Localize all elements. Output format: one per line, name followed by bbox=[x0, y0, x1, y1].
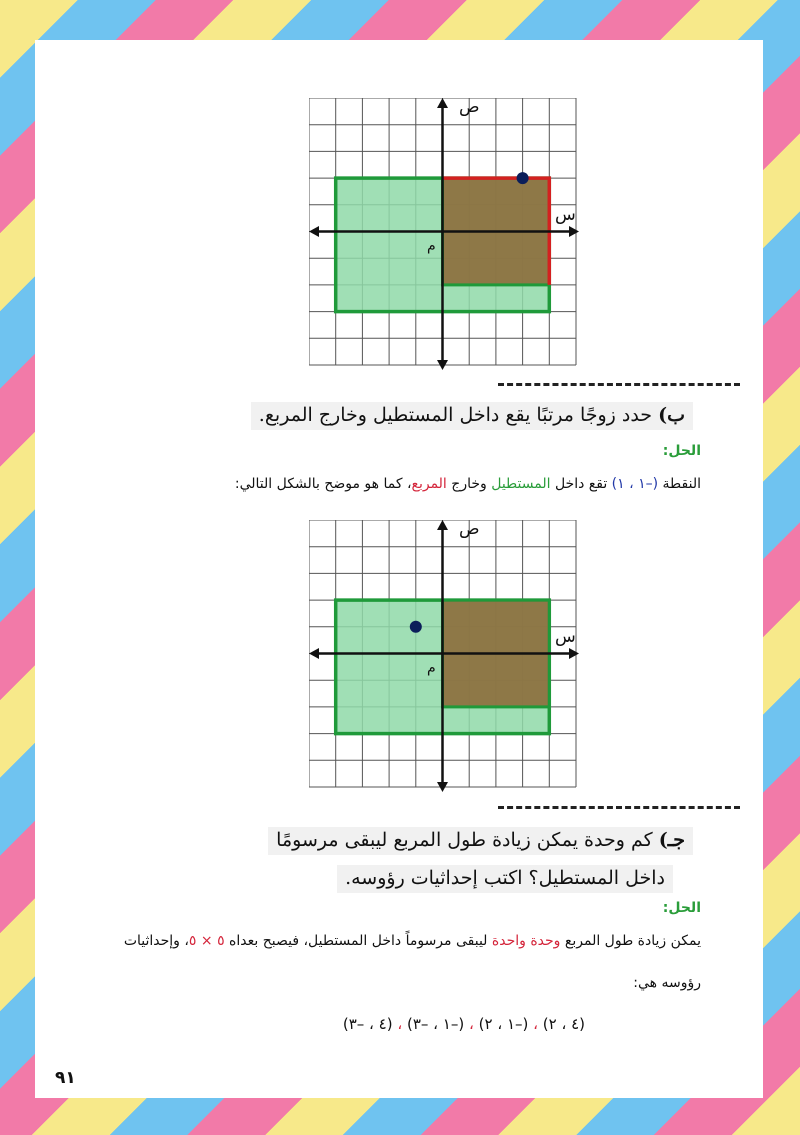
answer-c-dimensions: ٥ × ٥ bbox=[188, 933, 225, 949]
coordinate-graph-1 bbox=[309, 98, 579, 370]
divider-dashes bbox=[498, 383, 740, 386]
vertex-4: (٤ ، –٣) bbox=[342, 1015, 393, 1033]
answer-c-text-3: ، وإحداثيات bbox=[123, 933, 189, 949]
origin-label: م bbox=[427, 238, 436, 254]
y-axis-label: ص bbox=[459, 520, 480, 539]
question-c-text-2: داخل المستطيل؟ اكتب إحداثيات رؤوسه. bbox=[345, 867, 665, 889]
x-axis-label: س bbox=[555, 627, 576, 647]
solution-label-b: الحل: bbox=[662, 443, 701, 459]
point-marker bbox=[517, 172, 529, 184]
vertex-separator: ، bbox=[533, 1015, 538, 1033]
answer-b bbox=[235, 476, 701, 492]
answer-b-text-4: ، كما هو موضح بالشكل التالي: bbox=[234, 476, 412, 492]
vertex-1: (٤ ، ٢) bbox=[542, 1015, 585, 1033]
x-axis-label: س bbox=[555, 205, 576, 225]
answer-c-line-2: رؤوسه هي: bbox=[633, 975, 701, 991]
answer-b-square-word: المربع bbox=[411, 476, 447, 492]
vertices-list bbox=[343, 1015, 585, 1033]
answer-b-text-2: تقع داخل bbox=[550, 476, 612, 492]
question-b-letter: ب) bbox=[658, 404, 685, 426]
answer-c-unit-phrase: وحدة واحدة bbox=[491, 933, 561, 949]
answer-b-rectangle-word: المستطيل bbox=[491, 476, 551, 492]
coordinate-graph-2 bbox=[309, 520, 579, 792]
vertex-separator: ، bbox=[397, 1015, 403, 1033]
answer-b-text-3: وخارج bbox=[446, 476, 492, 492]
y-axis-label: ص bbox=[459, 98, 480, 117]
origin-label: م bbox=[427, 660, 436, 676]
answer-b-point: (–١ ، ١) bbox=[611, 476, 659, 492]
answer-c-text-2: ليبقى مرسوماً داخل المستطيل، فيصبح بعداه bbox=[224, 933, 492, 949]
vertex-2: (–١ ، ٢) bbox=[478, 1015, 529, 1033]
vertex-3: (–١ ، –٣) bbox=[406, 1015, 465, 1033]
answer-c-line-1 bbox=[124, 933, 701, 949]
vertex-separator: ، bbox=[469, 1015, 474, 1033]
question-b-text: حدد زوجًا مرتبًا يقع داخل المستطيل وخارج المربع. bbox=[258, 404, 653, 426]
question-b bbox=[251, 402, 693, 430]
page bbox=[35, 40, 763, 1098]
question-c-text-1: كم وحدة يمكن زيادة طول المربع ليبقى مرسومًا bbox=[276, 829, 653, 851]
page-number: ٩١ bbox=[55, 1068, 76, 1088]
question-c-letter: جـ) bbox=[658, 829, 685, 851]
answer-c-text-1: يمكن زيادة طول المربع bbox=[560, 933, 701, 949]
question-c-line-2 bbox=[337, 865, 673, 893]
point-marker bbox=[410, 621, 422, 633]
divider-dashes bbox=[498, 806, 740, 809]
solution-label-c: الحل: bbox=[662, 900, 701, 916]
answer-b-text-1: النقطة bbox=[658, 476, 701, 492]
question-c-line-1 bbox=[268, 827, 693, 855]
